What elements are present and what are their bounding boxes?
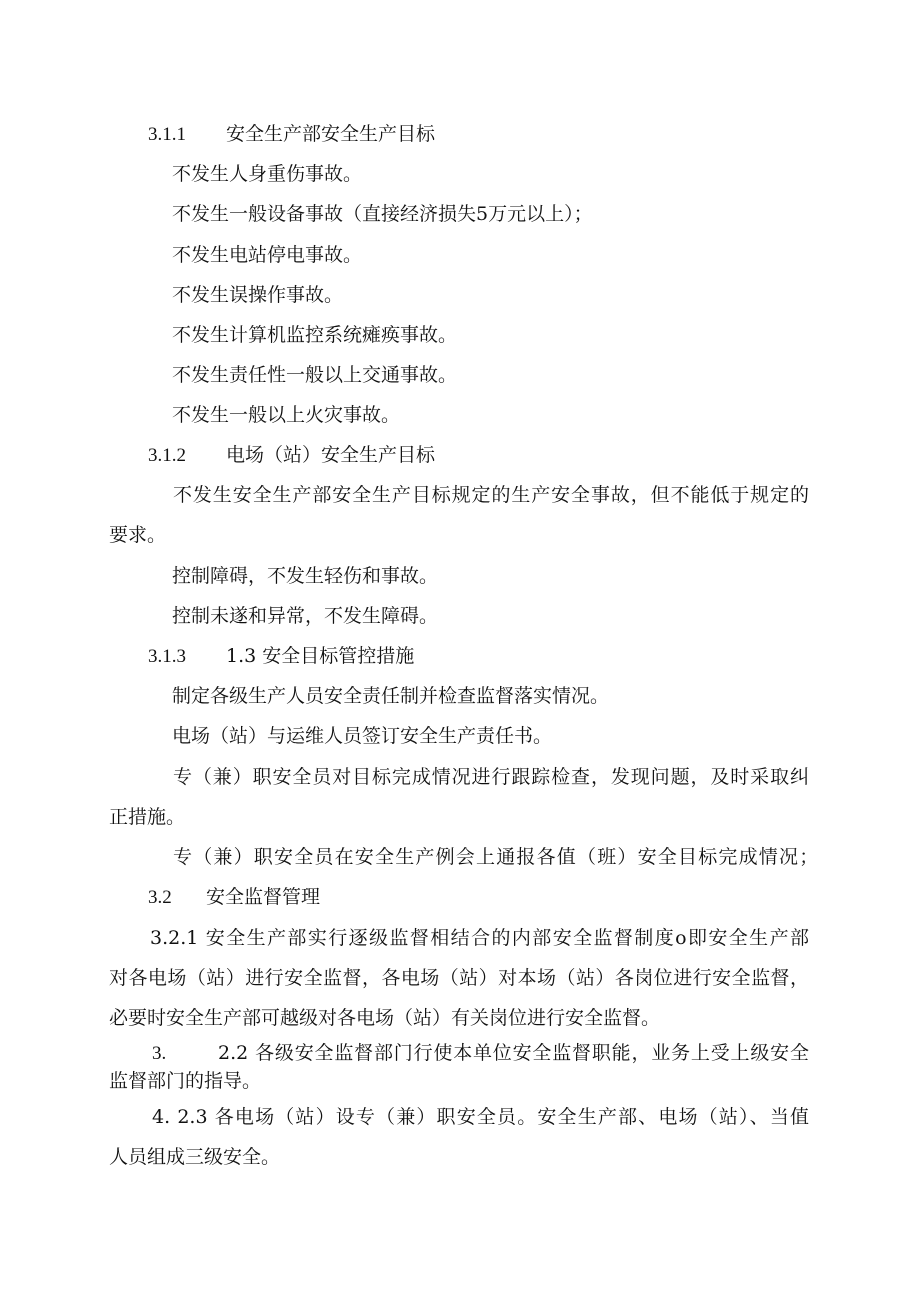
list-item: 控制未遂和异常，不发生障碍。	[172, 605, 439, 627]
paragraph-line: 人员组成三级安全。	[109, 1146, 281, 1168]
section-number: 3.1.2	[148, 445, 186, 466]
paragraph-line: 要求。	[109, 524, 167, 546]
paragraph-line: 2.2 各级安全监督部门行使本单位安全监督职能，业务上受上级安全	[218, 1042, 809, 1064]
paragraph-line: 正措施。	[109, 806, 186, 828]
paragraph-line: 对各电场（站）进行安全监督，各电场（站）对本场（站）各岗位进行安全监督，	[109, 967, 809, 989]
list-item: 不发生误操作事故。	[172, 284, 344, 306]
list-item: 不发生电站停电事故。	[172, 244, 363, 266]
paragraph-line: 必要时安全生产部可越级对各电场（站）有关岗位进行安全监督。	[109, 1007, 661, 1029]
section-title: 电场（站）安全生产目标	[226, 444, 436, 466]
section-number: 3.1.3	[148, 646, 186, 667]
list-item: 控制障碍，不发生轻伤和事故。	[172, 565, 439, 587]
list-item: 不发生人身重伤事故。	[172, 163, 363, 185]
list-number: 3.	[152, 1043, 167, 1064]
section-number: 3.2	[148, 887, 172, 908]
paragraph-line: 专（兼）职安全员在安全生产例会上通报各值（班）安全目标完成情况；	[173, 846, 818, 868]
paragraph-line: 监督部门的指导。	[109, 1070, 262, 1092]
section-title: 安全生产部安全生产目标	[226, 123, 436, 145]
list-item: 电场（站）与运维人员签订安全生产责任书。	[172, 725, 553, 747]
paragraph-line: 4. 2.3 各电场（站）设专（兼）职安全员。安全生产部、电场（站）、当值	[152, 1106, 809, 1128]
paragraph-line: 不发生安全生产部安全生产目标规定的生产安全事故，但不能低于规定的	[173, 484, 809, 506]
section-heading-3-1-2	[148, 442, 435, 469]
paragraph-line: 3.2.1 安全生产部实行逐级监督相结合的内部安全监督制度o即安全生产部	[150, 927, 809, 949]
paragraph-line: 专（兼）职安全员对目标完成情况进行跟踪检查，发现问题，及时采取纠	[173, 766, 809, 788]
list-item: 制定各级生产人员安全责任制并检查监督落实情况。	[172, 685, 610, 707]
section-heading-3-2	[148, 884, 320, 911]
section-title: 1.3 安全目标管控措施	[226, 645, 415, 667]
paragraph-line	[152, 1040, 222, 1067]
section-heading-3-1-3	[148, 643, 414, 670]
list-item: 不发生一般设备事故（直接经济损失5万元以上）；	[172, 203, 593, 225]
list-item: 不发生责任性一般以上交通事故。	[172, 364, 458, 386]
section-heading-3-1-1	[148, 121, 435, 148]
list-item: 不发生计算机监控系统瘫痪事故。	[172, 324, 458, 346]
section-number: 3.1.1	[148, 124, 186, 145]
list-item: 不发生一般以上火灾事故。	[172, 404, 401, 426]
section-title: 安全监督管理	[206, 886, 321, 908]
